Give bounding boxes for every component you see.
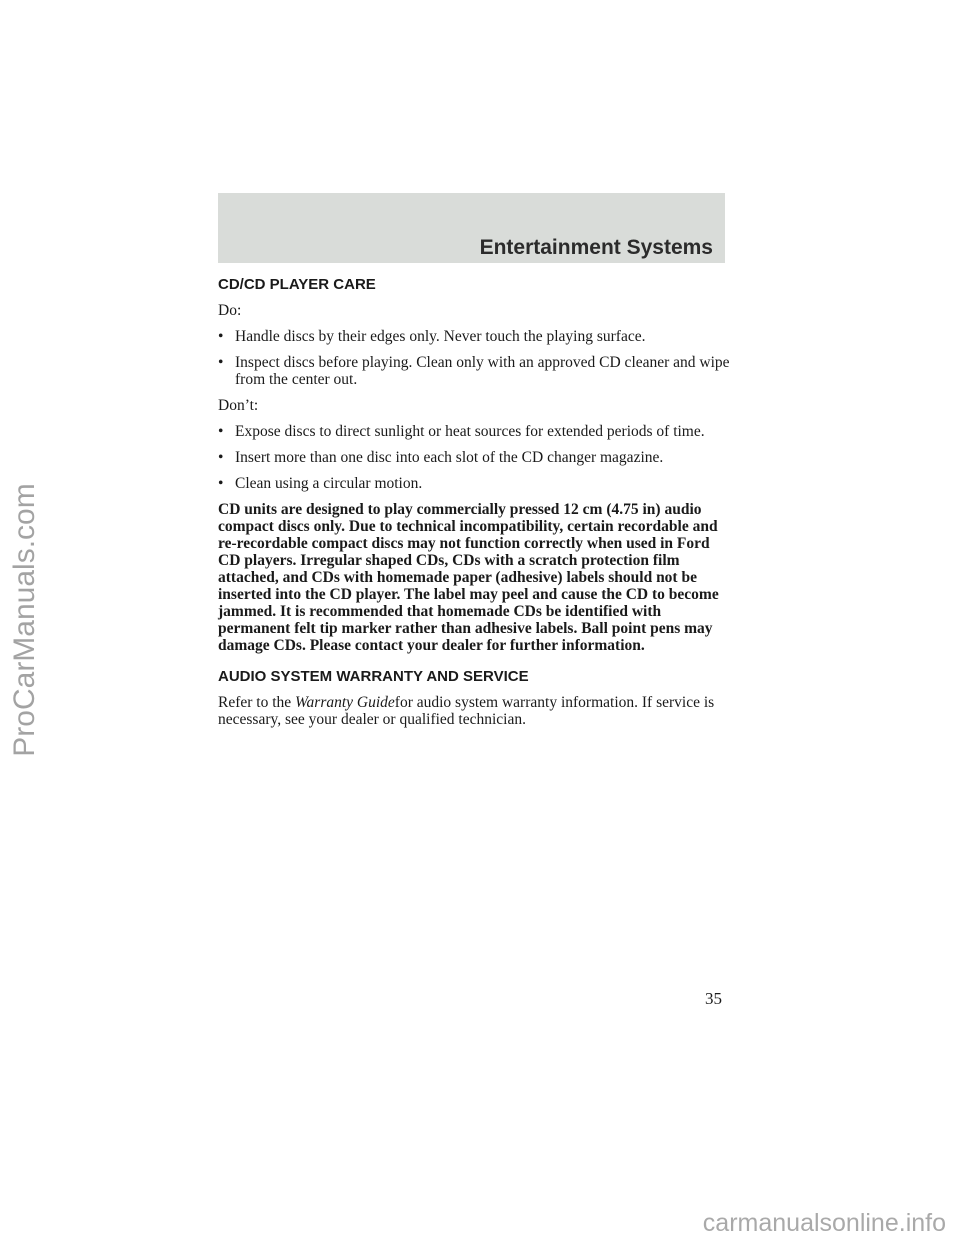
list-item-text: Handle discs by their edges only. Never touch the playing surface.	[235, 328, 646, 345]
list-item	[218, 354, 730, 388]
bullet-icon: •	[218, 449, 224, 466]
section-header-box	[218, 193, 725, 263]
bullet-icon: •	[218, 328, 224, 345]
list-item-text: Insert more than one disc into each slot of the CD changer magazine.	[235, 449, 664, 466]
cd-warning-paragraph: CD units are designed to play commercially pressed 12 cm (4.75 in) audio compact discs only. Due to technical incompatibility, certain recordable and re-recordable compact discs may not function correctly when used in Ford CD players. Irregular shaped CDs, CDs with a scratch protection film attached, and CDs with homemade paper (adhesive) labels should not be inserted into the CD player. The label may peel and cause the CD to become jammed. It is recommended that homemade CDs be identified with permanent felt tip marker rather than adhesive labels. Ball point pens may damage CDs. Please contact your dealer for further information.	[218, 501, 719, 654]
warranty-guide-title: Warranty Guide	[295, 694, 395, 711]
cd-care-heading: CD/CD PLAYER CARE	[218, 276, 376, 293]
section-title: Entertainment Systems	[479, 236, 713, 259]
list-item	[218, 449, 730, 466]
side-watermark	[0, 0, 56, 1242]
bottom-watermark: carmanualsonline.info	[702, 1209, 946, 1237]
warranty-text-start: Refer to the	[218, 694, 296, 711]
page-number: 35	[705, 989, 722, 1008]
bullet-icon: •	[218, 423, 224, 440]
bullet-icon: •	[218, 475, 224, 492]
list-item	[218, 423, 730, 440]
do-label: Do:	[218, 302, 242, 319]
dont-label: Don’t:	[218, 397, 259, 414]
list-item	[218, 475, 730, 492]
side-watermark-text: ProCarManuals.com	[8, 483, 41, 757]
list-item-text: Expose discs to direct sunlight or heat sources for extended periods of time.	[235, 423, 705, 440]
list-item-text: Inspect discs before playing. Clean only with an approved CD cleaner and wipe from the center out.	[235, 354, 730, 388]
list-item	[218, 328, 730, 345]
bullet-icon: •	[218, 354, 224, 371]
page-content	[218, 276, 730, 737]
warranty-heading: AUDIO SYSTEM WARRANTY AND SERVICE	[218, 668, 529, 685]
warranty-text-end: for audio system warranty information. If service is necessary, see your dealer or qualified technician.	[218, 694, 715, 728]
list-item-text: Clean using a circular motion.	[235, 475, 423, 492]
warranty-paragraph	[218, 694, 730, 728]
